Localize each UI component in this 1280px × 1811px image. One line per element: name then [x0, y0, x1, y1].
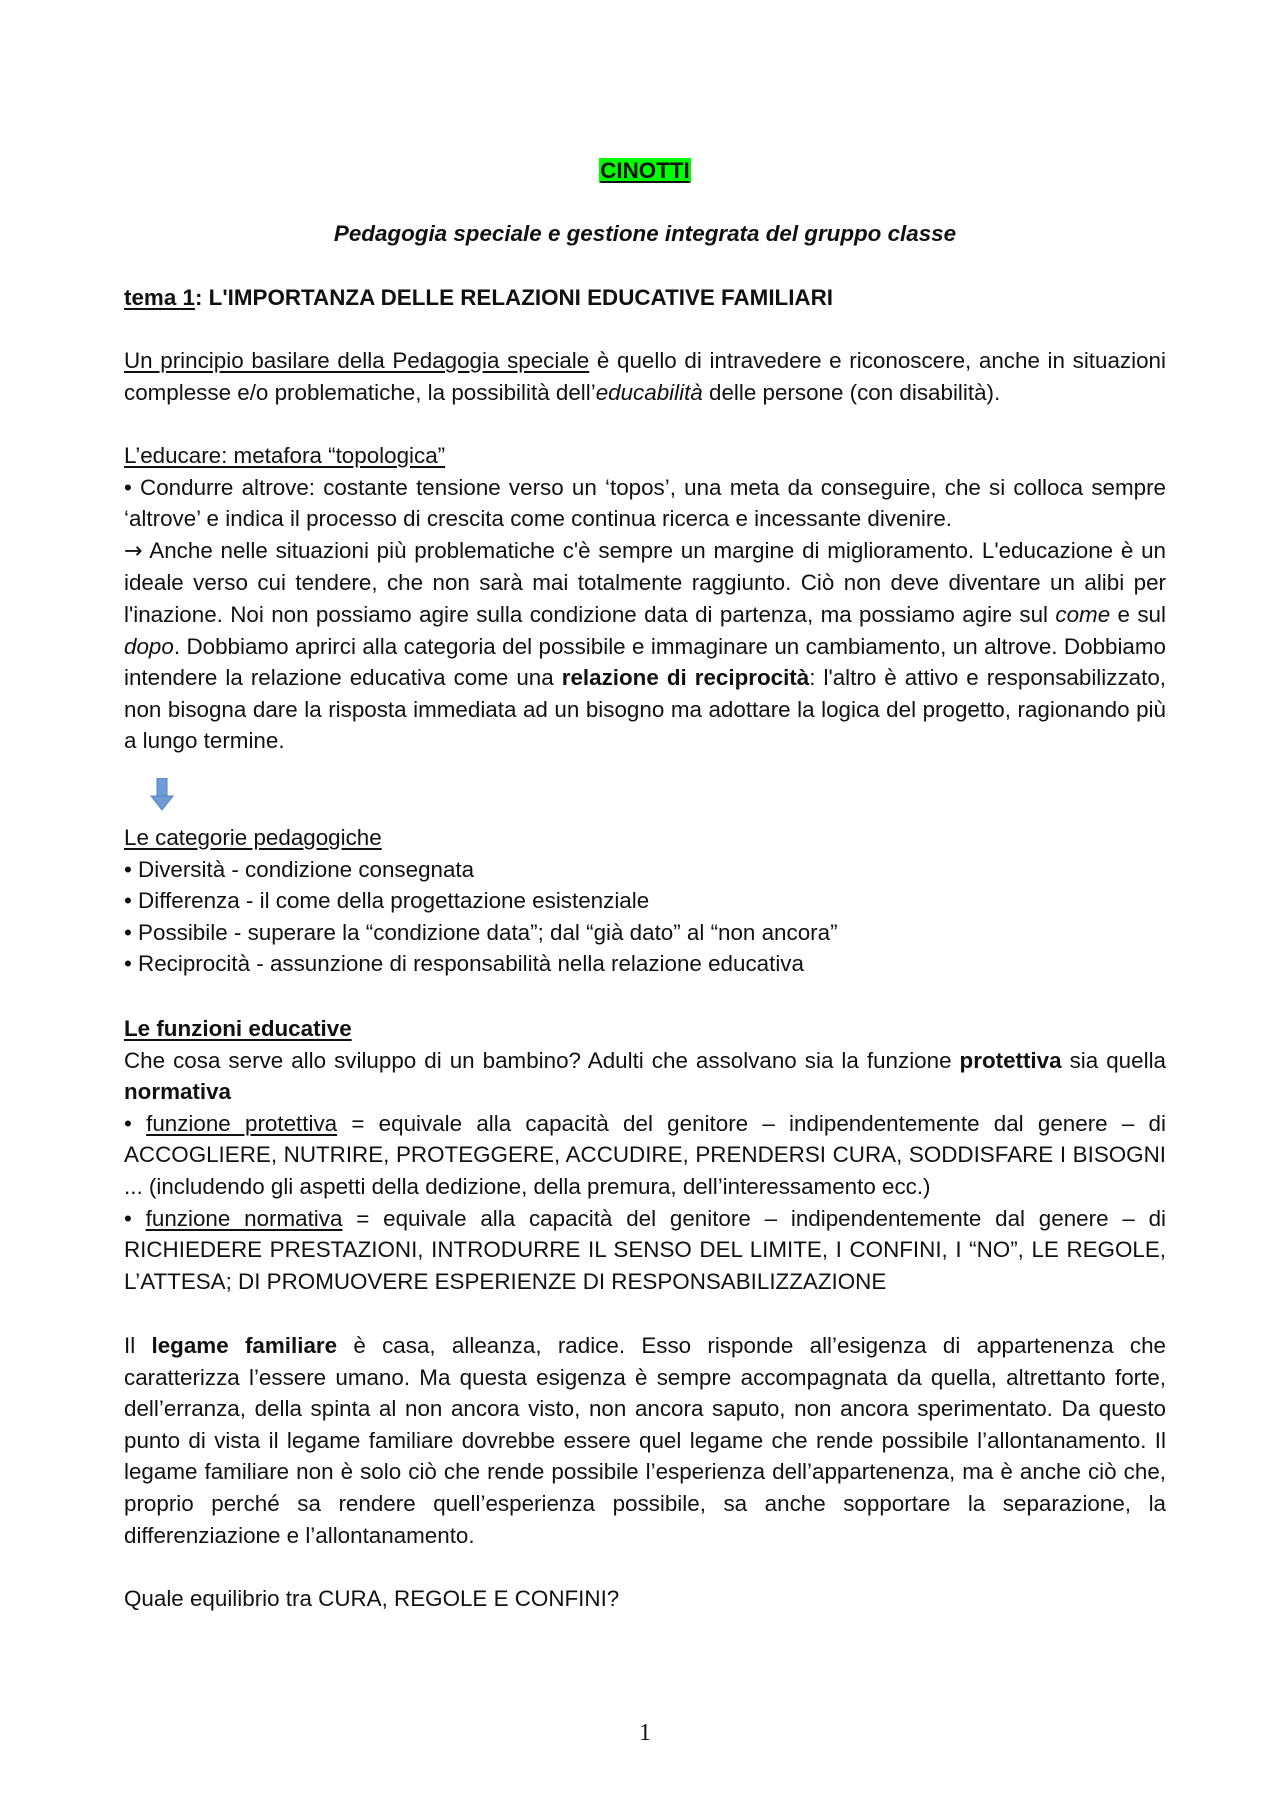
educare-bold: relazione di reciprocità [561, 665, 810, 691]
tema-sep: : [194, 285, 209, 310]
educare-bullet: • Condurre altrove: costante tensione verso un ‘topos’, una meta da conseguire, che si colloca sempre ‘altrove’ e indica il processo di crescita come continua ricerca e incessante divenire. [124, 474, 1166, 532]
intro-lead: Un principio basilare della Pedagogia speciale [124, 348, 590, 373]
educare-text-2: e sul [1110, 601, 1166, 627]
funzioni-q-bold-1: protettiva [959, 1047, 1062, 1073]
legame-text-2: è casa, alleanza, radice. Esso risponde all’esigenza di appartenenza che caratterizza l’essere umano. Ma questa esigenza è sempre accompagnata da quella, altrettanto forte, dell’erranza, della spinta al non ancora visto, non ancora saputo, non ancora sperimentato. Da questo punto di vista il legame familiare dovrebbe essere quel legame che rende possibile l’allontanamento. Il legame familiare non è solo ciò che rende possibile l’esperienza dell’appartenenza, ma è anche ciò che, proprio perché sa rendere quell’esperienza possibile, sa anche sopportare la separazione, la differenziazione e l’allontanamento. [124, 1333, 1166, 1548]
educare-text-1: Anche nelle situazioni più problematiche c'è sempre un margine di miglioramento. L'educazione è un ideale verso cui tendere, che non sarà mai totalmente raggiunto. Ciò non deve diventare un alibi per l'inazione. Noi non possiamo agire sulla condizione data di partenza, ma possiamo agire sul [124, 537, 1166, 627]
list-item: • Reciprocità - assunzione di responsabilità nella relazione educativa [124, 951, 804, 977]
legame-paragraph [124, 1330, 1166, 1551]
list-item: • Differenza - il come della progettazione esistenziale [124, 888, 650, 914]
page-number: 1 [639, 1720, 651, 1746]
funzione-protettiva-label: funzione protettiva [146, 1110, 338, 1136]
educare-heading: L’educare: metafora “topologica” [124, 443, 446, 468]
right-arrow-icon: → [124, 537, 143, 564]
document-page [124, 0, 1166, 1811]
funzioni-heading: Le funzioni educative [124, 1016, 352, 1041]
tema-title: L'IMPORTANZA DELLE RELAZIONI EDUCATIVE FAMILIARI [208, 285, 833, 310]
educare-text-4: : l'altro è attivo e responsabilizzato, non bisogna dare la risposta immediata ad un bisogno ma adottare la logica del progetto, ragionando più a lungo termine. [124, 665, 1166, 754]
categorie-section [124, 822, 1166, 980]
list-item: • Diversità - condizione consegnata [124, 856, 475, 882]
legame-text-1: Il [124, 1333, 152, 1358]
bullet: • [124, 1205, 146, 1231]
intro-italic: educabilità [595, 379, 703, 405]
educare-text-3: . Dobbiamo aprirci alla categoria del possibile e immaginare un cambiamento, un altrove. Dobbiamo intendere la relazione educativa come una [124, 633, 1166, 691]
funzioni-question [124, 1045, 1166, 1108]
funzione-normativa [124, 1203, 1166, 1298]
funzione-protettiva [124, 1108, 1166, 1203]
course-title: Pedagogia speciale e gestione integrata del gruppo classe [333, 221, 957, 246]
funzione-normativa-text: = equivale alla capacità del genitore – indipendentemente dal genere – di RICHIEDERE PRESTAZIONI, INTRODURRE IL SENSO DEL LIMITE, I CONFINI, I “NO”, LE REGOLE, L’ATTESA; DI PROMUOVERE ESPERIENZE DI RESPONSABILIZZAZIONE [124, 1205, 1167, 1294]
list-item: • Possibile - superare la “condizione data”; dal “già dato” al “non ancora” [124, 919, 838, 945]
intro-text-a: è quello di intravedere e riconoscere, anche in situazioni complesse e/o problematiche, la possibilità dell’ [124, 348, 1166, 405]
funzioni-q-bold-2: normativa [124, 1079, 232, 1105]
author-name: CINOTTI [600, 158, 690, 183]
legame-bold: legame familiare [151, 1333, 338, 1358]
intro-paragraph [124, 345, 1166, 408]
author-heading [124, 155, 1166, 187]
educare-italic-dopo: dopo [124, 633, 174, 659]
funzione-normativa-label: funzione normativa [145, 1205, 343, 1231]
educare-section [124, 440, 1166, 757]
tema-heading [124, 282, 1166, 314]
bullet: • [124, 1110, 147, 1136]
tema-label: tema 1 [124, 285, 195, 310]
funzioni-q2: sia quella [1061, 1047, 1166, 1073]
down-arrow-icon [150, 778, 174, 812]
funzioni-q1: Che cosa serve allo sviluppo di un bambino? Adulti che assolvano sia la funzione [124, 1047, 960, 1073]
funzioni-section [124, 1013, 1166, 1297]
educare-italic-come: come [1055, 601, 1111, 627]
closing-question: Quale equilibrio tra CURA, REGOLE E CONFINI? [124, 1586, 620, 1611]
categorie-heading: Le categorie pedagogiche [124, 825, 382, 850]
intro-text-b: delle persone (con disabilità). [702, 379, 1001, 405]
educare-paragraph [124, 535, 1166, 757]
funzione-protettiva-text: = equivale alla capacità del genitore – indipendentemente dal genere – di ACCOGLIERE, NUTRIRE, PROTEGGERE, ACCUDIRE, PRENDERSI CURA, SODDISFARE I BISOGNI ... (includendo gli aspetti della dedizione, della premura, dell’interessamento ecc.) [124, 1110, 1166, 1199]
